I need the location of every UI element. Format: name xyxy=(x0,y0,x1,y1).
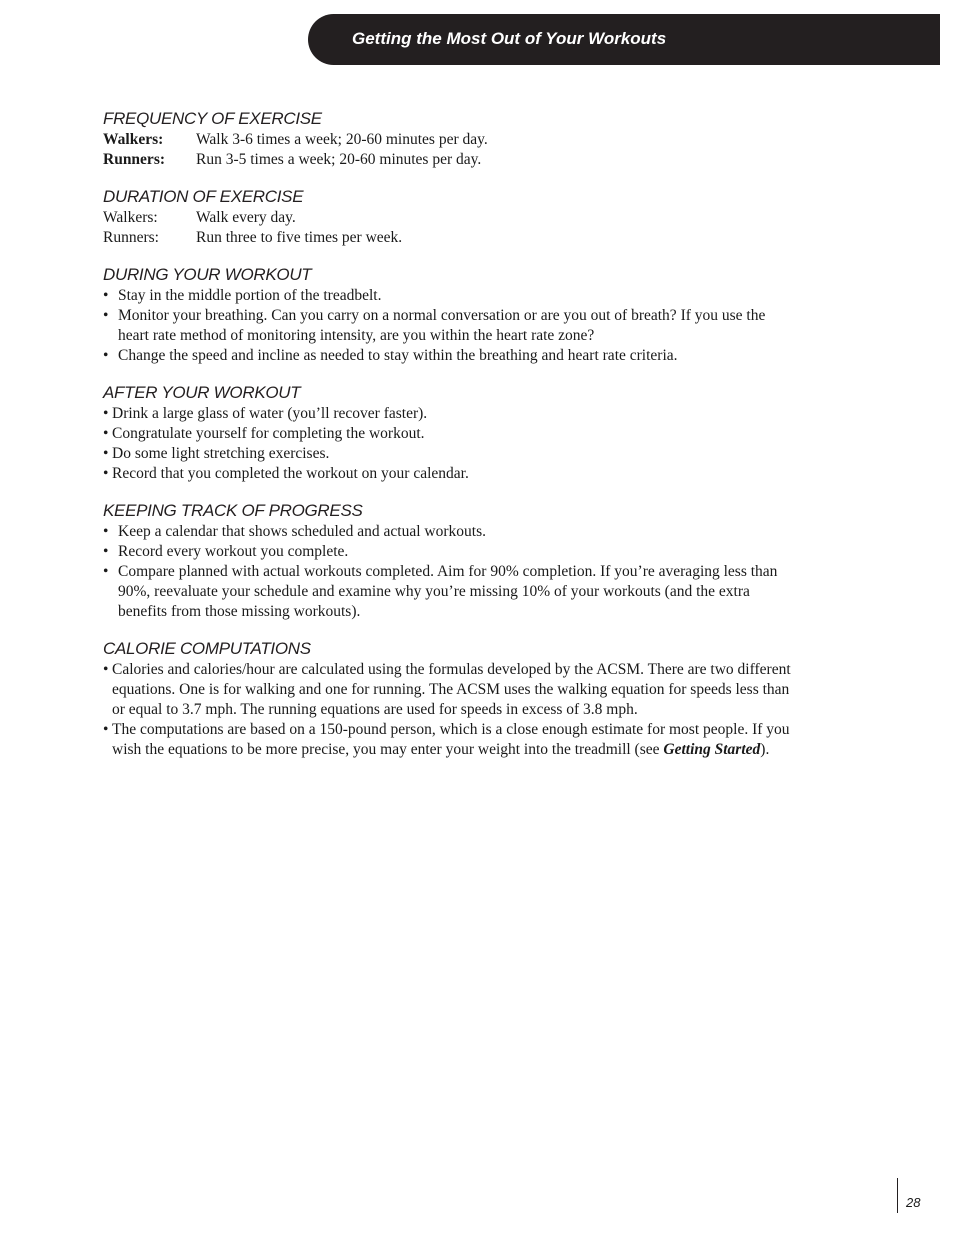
row-text: Run three to five times per week. xyxy=(196,229,403,246)
bullet-icon: • xyxy=(103,307,109,324)
frequency-row-runners xyxy=(103,150,795,170)
list-item xyxy=(103,404,795,424)
list-item-text: Record that you completed the workout on your calendar. xyxy=(112,465,469,482)
bullet-icon: • xyxy=(103,543,109,560)
bullet-icon: • xyxy=(103,523,109,540)
list-item xyxy=(103,346,795,366)
page-number-divider xyxy=(897,1178,898,1213)
page-content xyxy=(103,108,795,776)
section-after-your-workout xyxy=(103,382,795,484)
row-term: Walkers: xyxy=(103,131,164,148)
header-bar xyxy=(308,14,940,65)
list-item-text: Keep a calendar that shows scheduled and actual workouts. xyxy=(118,523,486,540)
section-heading: FREQUENCY OF EXERCISE xyxy=(103,109,322,128)
list-item-text: Monitor your breathing. Can you carry on a normal conversation or are you out of breath? If you use the heart rate method of monitoring intensity, are you within the heart rate zone? xyxy=(118,307,766,344)
list-item-text: Do some light stretching exercises. xyxy=(112,445,330,462)
bullet-icon: • xyxy=(103,721,109,738)
list-item-text: Change the speed and incline as needed to stay within the breathing and heart rate criteria. xyxy=(118,347,678,364)
duration-row-runners xyxy=(103,228,795,248)
section-heading: DURATION OF EXERCISE xyxy=(103,187,304,206)
section-heading: DURING YOUR WORKOUT xyxy=(103,265,312,284)
frequency-row-walkers xyxy=(103,130,795,150)
calorie-list xyxy=(103,660,795,760)
list-item-text-prefix: The computations are based on a 150-pound person, which is a close enough estimate for most people. If you wish the equations to be more precise, you may enter your weight into the treadmill (see xyxy=(112,721,790,758)
list-item-text: Drink a large glass of water (you’ll recover faster). xyxy=(112,405,428,422)
frequency-list xyxy=(103,130,795,170)
list-item-text: Congratulate yourself for completing the workout. xyxy=(112,425,425,442)
list-item-text: Calories and calories/hour are calculated using the formulas developed by the ACSM. There are two different equations. One is for walking and one for running. The ACSM uses the walking equation for speeds less than or equal to 3.7 mph. The running equations are used for speeds in excess of 3.8 mph. xyxy=(112,661,791,718)
bullet-icon: • xyxy=(103,661,109,678)
list-item-text-suffix: ). xyxy=(760,741,770,758)
section-calorie-computations xyxy=(103,638,795,760)
list-item-text: Record every workout you complete. xyxy=(118,543,349,560)
getting-started-reference: Getting Started xyxy=(663,741,761,758)
duration-list xyxy=(103,208,795,248)
bullet-icon: • xyxy=(103,405,109,422)
bullet-icon: • xyxy=(103,425,109,442)
row-text: Run 3-5 times a week; 20-60 minutes per day. xyxy=(196,151,482,168)
list-item xyxy=(103,720,795,760)
bullet-icon: • xyxy=(103,347,109,364)
row-term: Walkers: xyxy=(103,209,158,226)
row-text: Walk 3-6 times a week; 20-60 minutes per day. xyxy=(196,131,488,148)
list-item xyxy=(103,562,795,622)
bullet-icon: • xyxy=(103,465,109,482)
duration-row-walkers xyxy=(103,208,795,228)
bullet-icon: • xyxy=(103,563,109,580)
page-header-title: Getting the Most Out of Your Workouts xyxy=(352,29,667,48)
list-item-text: Stay in the middle portion of the treadbelt. xyxy=(118,287,382,304)
section-heading: AFTER YOUR WORKOUT xyxy=(103,383,301,402)
list-item xyxy=(103,424,795,444)
page-number: 28 xyxy=(906,1195,921,1210)
list-item xyxy=(103,542,795,562)
row-term: Runners: xyxy=(103,229,159,246)
row-text: Walk every day. xyxy=(196,209,296,226)
bullet-icon: • xyxy=(103,287,109,304)
progress-list xyxy=(103,522,795,622)
list-item xyxy=(103,286,795,306)
bullet-icon: • xyxy=(103,445,109,462)
list-item xyxy=(103,306,795,346)
list-item xyxy=(103,660,795,720)
section-frequency-of-exercise xyxy=(103,108,795,170)
list-item xyxy=(103,444,795,464)
section-keeping-track-of-progress xyxy=(103,500,795,622)
row-term: Runners: xyxy=(103,151,166,168)
section-during-your-workout xyxy=(103,264,795,366)
during-list xyxy=(103,286,795,366)
list-item xyxy=(103,464,795,484)
section-heading: CALORIE COMPUTATIONS xyxy=(103,639,311,658)
list-item xyxy=(103,522,795,542)
after-list xyxy=(103,404,795,484)
list-item-text: Compare planned with actual workouts completed. Aim for 90% completion. If you’re averaging less than 90%, reevaluate your schedule and examine why you’re missing 10% of your workouts (and the extra benefits from those missing workouts). xyxy=(118,563,778,620)
section-heading: KEEPING TRACK OF PROGRESS xyxy=(103,501,363,520)
section-duration-of-exercise xyxy=(103,186,795,248)
